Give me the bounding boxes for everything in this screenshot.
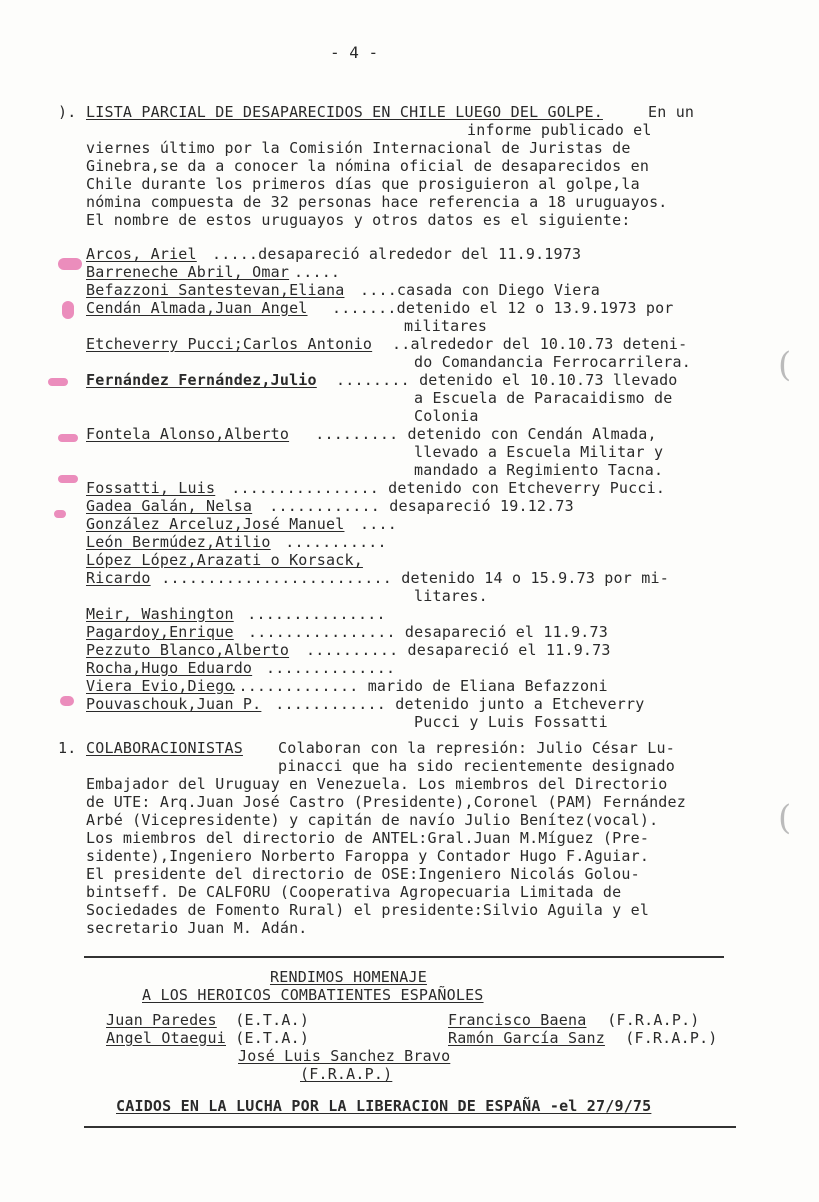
entry-detail: ......... detenido con Cendán Almada,	[306, 425, 657, 443]
entry-name: Pagardoy,Enrique	[86, 623, 234, 641]
entry-detail: Colonia	[414, 407, 479, 425]
entry-detail: militares	[404, 317, 488, 335]
entry-name: Fontela Alonso,Alberto	[86, 425, 290, 443]
section-11-line: Colaboran con la represión: Julio César Lu-	[278, 739, 675, 757]
entry-detail: ...........	[276, 533, 387, 551]
entry-detail: .....	[294, 263, 341, 281]
entry-detail: a Escuela de Paracaidismo de	[414, 389, 673, 407]
section-11-line: Arbé (Vicepresidente) y capitán de navío Julio Benítez(vocal).	[86, 811, 659, 829]
highlight-mark	[58, 475, 78, 483]
section-10-line: El nombre de estos uruguayos y otros datos es el siguiente:	[86, 211, 631, 229]
entry-detail: do Comandancia Ferrocarrilera.	[414, 353, 691, 371]
entry-detail: ................ desapareció el 11.9.73	[248, 623, 608, 641]
entry-name: Arcos, Ariel	[86, 245, 197, 263]
entry-detail: ............ detenido junto a Etcheverry	[266, 695, 645, 713]
entry-name: Barreneche Abril, Omar	[86, 263, 290, 281]
section-11-line: El presidente del directorio de OSE:Ingeniero Nicolás Golou-	[86, 865, 640, 883]
honoree-org: (F.R.A.P.)	[300, 1065, 393, 1083]
entry-name: Etcheverry Pucci;Carlos Antonio	[86, 335, 373, 353]
section-10-line: Chile durante los primeros días que prosiguieron al golpe,la	[86, 175, 640, 193]
highlight-mark	[60, 696, 74, 706]
section-10-title: LISTA PARCIAL DE DESAPARECIDOS EN CHILE LUEGO DEL GOLPE.	[86, 103, 603, 121]
entry-name: González Arceluz,José Manuel	[86, 515, 345, 533]
divider-bottom	[84, 1126, 736, 1128]
highlight-mark	[48, 378, 68, 386]
entry-name: Viera Evio,Diego	[86, 677, 234, 695]
highlight-mark	[54, 510, 66, 518]
highlight-mark	[58, 258, 82, 270]
section-11-line: pinacci que ha sido recientemente designado	[278, 757, 675, 775]
page-number: - 4 -	[330, 43, 379, 62]
binder-hole-mark: (	[778, 798, 792, 838]
entry-name: Ricardo	[86, 569, 151, 587]
entry-detail: ...............	[238, 605, 386, 623]
entry-detail: ..............	[266, 659, 396, 677]
section-10-line: viernes último por la Comisión Internacional de Juristas de	[86, 139, 631, 157]
binder-hole-mark: (	[778, 345, 792, 385]
entry-name: Fernández Fernández,Julio	[86, 371, 317, 389]
homenaje-title: RENDIMOS HOMENAJE	[270, 968, 427, 986]
entry-name: Meir, Washington	[86, 605, 234, 623]
entry-detail: ..alrededor del 10.10.73 deteni-	[392, 335, 688, 353]
section-11-line: de UTE: Arq.Juan José Castro (Presidente),Coronel (PAM) Fernández	[86, 793, 686, 811]
section-11-line: bintseff. De CALFORU (Cooperativa Agropecuaria Limitada de	[86, 883, 622, 901]
honoree-name: José Luis Sanchez Bravo	[238, 1047, 451, 1065]
section-10-title-tail: En un	[648, 103, 695, 121]
entry-name: Pouvaschouk,Juan P.	[86, 695, 262, 713]
entry-detail: .......... desapareció el 11.9.73	[306, 641, 611, 659]
entry-name: Gadea Galán, Nelsa	[86, 497, 253, 515]
section-11-line: Los miembros del directorio de ANTEL:Gral.Juan M.Míguez (Pre-	[86, 829, 650, 847]
homenaje-footer: CAIDOS EN LA LUCHA POR LA LIBERACION DE ESPAÑA -el 27/9/75	[116, 1097, 652, 1115]
highlight-mark	[62, 301, 74, 319]
entry-name: Pezzuto Blanco,Alberto	[86, 641, 290, 659]
section-11-line: secretario Juan M. Adán.	[86, 919, 308, 937]
section-11-title: COLABORACIONISTAS	[86, 739, 243, 757]
entry-detail: llevado a Escuela Militar y	[414, 443, 664, 461]
honoree-org: (E.T.A.)	[226, 1029, 310, 1047]
entry-name: Rocha,Hugo Eduardo	[86, 659, 253, 677]
highlight-mark	[58, 434, 78, 442]
divider-top	[84, 956, 724, 958]
entry-detail: .....desapareció alrededor del 11.9.1973	[212, 245, 582, 263]
entry-detail: Pucci y Luis Fossatti	[414, 713, 608, 731]
entry-name: Befazzoni Santestevan,Eliana	[86, 281, 345, 299]
section-10-line: Ginebra,se da a conocer la nómina oficial de desaparecidos en	[86, 157, 650, 175]
section-11-number: 1.	[58, 739, 77, 757]
section-11-line: Embajador del Uruguay en Venezuela. Los miembros del Directorio	[86, 775, 668, 793]
entry-detail: ................ detenido con Etcheverry Pucci.	[222, 479, 666, 497]
entry-detail: litares.	[414, 587, 488, 605]
entry-detail: ........ detenido el 10.10.73 llevado	[336, 371, 678, 389]
honoree-name: Juan Paredes	[106, 1011, 217, 1029]
honoree-org: (E.T.A.)	[226, 1011, 310, 1029]
section-10-number: ).	[58, 103, 77, 121]
entry-detail: .......detenido el 12 o 13.9.1973 por	[332, 299, 674, 317]
honoree-name: Ramón García Sanz	[448, 1029, 605, 1047]
section-11-line: Sociedades de Fomento Rural) el presidente:Silvio Aguila y el	[86, 901, 650, 919]
honoree-org: (F.R.A.P.)	[616, 1029, 718, 1047]
section-11-line: sidente),Ingeniero Norberto Faroppa y Contador Hugo F.Aguiar.	[86, 847, 650, 865]
honoree-name: Francisco Baena	[448, 1011, 587, 1029]
entry-detail: ............ desapareció 19.12.73	[260, 497, 574, 515]
entry-detail: .............. marido de Eliana Befazzoni	[220, 677, 608, 695]
entry-name: León Bermúdez,Atilio	[86, 533, 271, 551]
entry-detail: mandado a Regimiento Tacna.	[414, 461, 664, 479]
entry-name: Fossatti, Luis	[86, 479, 216, 497]
entry-name: Cendán Almada,Juan Angel	[86, 299, 308, 317]
section-10-line: informe publicado el	[467, 121, 652, 139]
entry-detail: ......................... detenido 14 o 15.9.73 por mi-	[152, 569, 669, 587]
entry-detail: ....	[360, 515, 397, 533]
homenaje-subtitle: A LOS HEROICOS COMBATIENTES ESPAÑOLES	[142, 986, 484, 1004]
honoree-org: (F.R.A.P.)	[598, 1011, 700, 1029]
entry-name: López López,Arazati o Korsack,	[86, 551, 363, 569]
honoree-name: Angel Otaegui	[106, 1029, 226, 1047]
entry-detail: ....casada con Diego Viera	[360, 281, 600, 299]
section-10-line: nómina compuesta de 32 personas hace referencia a 18 uruguayos.	[86, 193, 668, 211]
